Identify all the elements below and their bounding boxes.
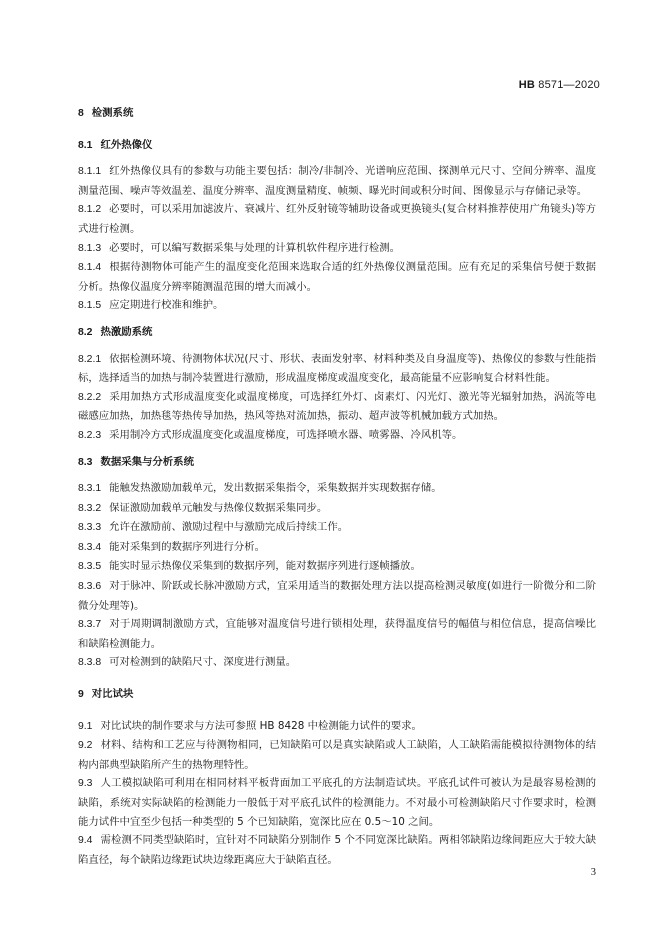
subsection-title: 红外热像仪 [100,138,153,151]
clause-9-1: 9.1 对比试块的制作要求与方法可参照 HB 8428 中检测能力试件的要求。 [78,719,422,732]
clause-8-1-2: 8.1.2 必要时，可以采用加滤波片、衰减片、红外反射镜等辅助设备或更换镜头(复合材料推荐使用广角镜头)等方式进行检测。 [78,203,596,235]
standard-prefix: HB [518,79,535,91]
clause-9-2: 9.2 材料、结构和工艺应与待测物相同，已知缺陷可以是真实缺陷或人工缺陷，人工缺陷需能模拟待测物体的结构内部典型缺陷所产生的热物理特性。 [78,739,596,771]
clause-8-3-5: 8.3.5 能实时显示热像仪采集到的数据序列，能对数据序列进行逐帧播放。 [78,560,421,573]
clause-8-2-2: 8.2.2 采用加热方式形成温度变化或温度梯度，可选择红外灯、卤素灯、闪光灯、激光等光辐射加热，涡流等电磁感应加热，加热毯等热传导加热，热风等热对流加热，振动、超声波等机械加载方式加热。 [78,390,596,423]
page-number: 3 [590,867,596,878]
standard-code-header [519,79,600,91]
subsection-heading-8-3 [78,453,596,473]
clause-8-1-3: 8.1.3 必要时，可以编写数据采集与处理的计算机软件程序进行检测。 [78,241,401,254]
section-title: 检测系统 [91,107,134,119]
clause-8-3-8: 8.3.8 可对检测到的缺陷尺寸、深度进行测量。 [78,656,297,669]
clause-8-2-3: 8.2.3 采用制冷方式形成温度变化或温度梯度，可选择喷水器、喷雾器、冷风机等。 [78,428,463,441]
clause-8-3-3: 8.3.3 允许在激励前、激励过程中与激励完成后持续工作。 [78,521,349,534]
document-body [78,104,596,869]
clause-8-3-7: 8.3.7 对于周期调制激励方式，宜能够对温度信号进行锁相处理，获得温度信号的幅值与相位信息，提高信噪比和缺陷检测能力。 [78,618,596,650]
standard-number: 8571—2020 [538,79,600,91]
subsection-heading-8-2 [78,323,596,343]
subsection-number: 8.2 [78,326,93,338]
clause-8-1-5: 8.1.5 应定期进行校准和维护。 [78,299,224,312]
clause-9-4: 9.4 需检测不同类型缺陷时，宜针对不同缺陷分别制作 5 个不同宽深比缺陷。两相邻缺陷边缘间距应大于较大缺陷直径，每个缺陷边缘距试块边缘距离应大于缺陷直径。 [78,834,596,866]
clause-8-1-1: 8.1.1 红外热像仪具有的参数与功能主要包括：制冷/非制冷、光谱响应范围、探测单元尺寸、空间分辨率、温度测量范围、噪声等效温差、温度分辨率、温度测量精度、帧频、曝光时间或积分时间、图像显示与存储记录等。 [78,165,596,197]
subsection-heading-8-1 [78,136,596,156]
subsection-title: 热激励系统 [100,325,153,338]
clause-8-3-1: 8.3.1 能触发热激励加载单元，发出数据采集指令，采集数据并实现数据存储。 [78,482,442,495]
section-number: 9 [78,689,84,701]
clause-8-3-6: 8.3.6 对于脉冲、阶跃或长脉冲激励方式，宜采用适当的数据处理方法以提高检测灵敏度(如进行一阶微分和二阶微分处理等)。 [78,580,596,612]
section-number: 8 [78,108,84,119]
clause-9-3: 9.3 人工模拟缺陷可利用在相同材料平板背面加工平底孔的方法制造试块。平底孔试件可被认为是最容易检测的缺陷，系统对实际缺陷的检测能力一般低于对平底孔试件的检测能力。不对最小可检测缺陷尺寸作要求时，检测能力试件中宜至少包括一种类型的 5 个已知缺陷，宽深比应在 0.5～10 之间。 [78,777,596,828]
section-title: 对比试块 [91,688,134,701]
subsection-title: 数据采集与分析系统 [100,455,194,468]
section-heading-9 [78,685,596,705]
clause-8-2-1: 8.2.1 依据检测环境、待测物体状况(尺寸、形状、表面发射率、材料种类及自身温度等)、热像仪的参数与性能指标，选择适当的加热与制冷装置进行激励，形成温度梯度或温度变化，最高能量不应影响复合材料性能。 [78,352,596,385]
clause-8-1-4: 8.1.4 根据待测物体可能产生的温度变化范围来选取合适的红外热像仪测量范围。应有充足的采集信号便于数据分析。热像仪温度分辨率随测温范围的增大而减小。 [78,261,596,293]
clause-8-3-4: 8.3.4 能对采集到的数据序列进行分析。 [78,540,265,553]
subsection-number: 8.3 [78,456,93,468]
clause-8-3-2: 8.3.2 保证激励加载单元触发与热像仪数据采集同步。 [78,501,328,514]
subsection-number: 8.1 [78,139,93,151]
section-heading-8 [78,104,596,124]
